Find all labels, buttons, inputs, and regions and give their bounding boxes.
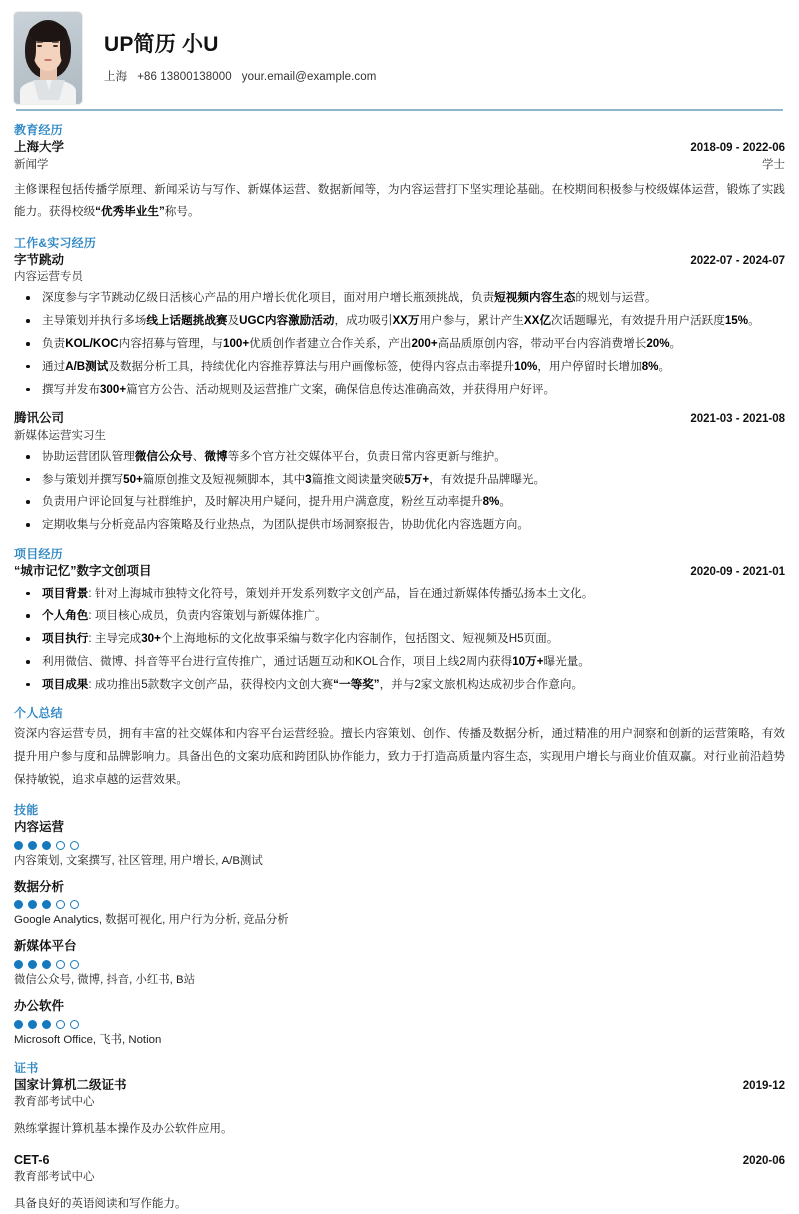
section-summary [14, 706, 785, 791]
work-entry-list [14, 252, 785, 535]
section-title-work: 工作&实习经历 [14, 235, 97, 250]
certificate-date: 2019-12 [742, 1079, 785, 1092]
bullet-item: 项目执行: 主导完成30+个上海地标的文化故事采编与数字化内容制作，包括图文、短视频及H5页面。 [14, 630, 785, 649]
section-title-certificates: 证书 [14, 1060, 39, 1075]
skill-dot-empty [56, 1020, 65, 1029]
bullet-item: 项目背景: 针对上海城市独特文化符号，策划并开发系列数字文创产品，旨在通过新媒体传播弘扬本土文化。 [14, 585, 785, 604]
certificate-list [14, 1077, 785, 1214]
entry-role: 新媒体运营实习生 [14, 429, 106, 442]
project-entry-list [14, 563, 785, 694]
education-date: 2018-09 - 2022-06 [690, 142, 785, 154]
experience-entry [14, 410, 785, 535]
bullet-item: 协助运营团队管理微信公众号、微博等多个官方社交媒体平台，负责日常内容更新与维护。 [14, 448, 785, 467]
certificate-issuer: 教育部考试中心 [14, 1096, 95, 1109]
skill-name: 新媒体平台 [14, 939, 77, 954]
header-text-block [82, 12, 376, 84]
skill-dot-empty [70, 900, 79, 909]
entry-date: 2022-07 - 2024-07 [690, 254, 785, 267]
certificate-name: CET-6 [14, 1152, 50, 1167]
skill-dot-empty [56, 900, 65, 909]
skill-description: Microsoft Office, 飞书, Notion [14, 1033, 162, 1046]
education-school: 上海大学 [14, 140, 65, 154]
skill-dot-filled [14, 841, 23, 850]
skill-level-dots [14, 1020, 785, 1029]
summary-text: 资深内容运营专员，拥有丰富的社交媒体和内容平台运营经验。擅长内容策划、创作、传播及数据分析，通过精准的用户洞察和创新的运营策略，有效提升用户参与度和品牌影响力。具备出色的文案功底和跨团队协作能力，致力于打造高质量内容生态，实现用户增长与商业价值双赢。对行业前沿趋势保持敏锐，追求卓越的运营效果。 [14, 727, 785, 786]
skill-description: Google Analytics, 数据可视化, 用户行为分析, 竞品分析 [14, 914, 289, 927]
experience-entry [14, 252, 785, 400]
education-description: 主修课程包括传播学原理、新闻采访与写作、新媒体运营、数据新闻等，为内容运营打下坚实理论基础。在校期间积极参与校级媒体运营，锻炼了实践能力。获得校级“优秀毕业生”称号。 [14, 182, 785, 219]
bullet-item: 负责KOL/KOC内容招募与管理，与100+优质创作者建立合作关系，产出200+高品质原创内容，带动平台内容消费增长20%。 [14, 335, 785, 354]
bullet-item: 通过A/B测试及数据分析工具，持续优化内容推荐算法与用户画像标签，使得内容点击率提升10%，用户停留时长增加8%。 [14, 358, 785, 377]
skill-dot-empty [70, 1020, 79, 1029]
entry-date: 2021-03 - 2021-08 [690, 413, 785, 426]
bullet-item: 个人角色: 项目核心成员，负责内容策划与新媒体推广。 [14, 607, 785, 626]
bullet-item: 深度参与字节跳动亿级日活核心产品的用户增长优化项目，面对用户增长瓶颈挑战，负责短视频内容生态的规划与运营。 [14, 289, 785, 308]
skill-dot-filled [28, 1020, 37, 1029]
education-major: 新闻学 [14, 158, 49, 171]
certificate-item [14, 1077, 785, 1139]
section-title-skills: 技能 [14, 803, 39, 818]
section-title-education: 教育经历 [14, 123, 63, 137]
section-title-projects: 项目经历 [14, 547, 63, 562]
bullet-item: 负责用户评论回复与社群维护，及时解决用户疑问，提升用户满意度，粉丝互动率提升8%。 [14, 493, 785, 512]
section-projects [14, 547, 785, 694]
certificate-name: 国家计算机二级证书 [14, 1077, 127, 1092]
candidate-name: UP简历 小U [104, 33, 219, 56]
bullet-item: 撰写并发布300+篇官方公告、活动规则及运营推广文案，确保信息传达准确高效，并获得用户好评。 [14, 381, 785, 400]
skill-dot-filled [42, 1020, 51, 1029]
header-divider [16, 109, 783, 111]
skill-item [14, 998, 785, 1049]
skill-level-dots [14, 841, 785, 850]
skill-dot-filled [14, 960, 23, 969]
education-entry [14, 139, 785, 224]
contact-phone: +86 13800138000 [137, 71, 232, 84]
section-work [14, 236, 785, 535]
bullet-list [14, 585, 785, 695]
bullet-item: 项目成果: 成功推出5款数字文创产品，获得校内文创大赛“一等奖”，并与2家文旅机构达成初步合作意向。 [14, 676, 785, 695]
bullet-list [14, 448, 785, 535]
contact-email[interactable]: your.email@example.com [241, 71, 377, 84]
entry-date: 2020-09 - 2021-01 [690, 566, 785, 579]
bullet-item: 主导策划并执行多场线上话题挑战赛及UGC内容激励活动，成功吸引XX万用户参与，累计产生XX亿次话题曝光，有效提升用户活跃度15%。 [14, 312, 785, 331]
skill-list [14, 819, 785, 1048]
resume-header [14, 0, 785, 103]
certificate-item [14, 1152, 785, 1214]
bullet-item: 利用微信、微博、抖音等平台进行宣传推广，通过话题互动和KOL合作，项目上线2周内获得10万+曝光量。 [14, 653, 785, 672]
profile-photo [14, 12, 82, 104]
entry-org: “城市记忆”数字文创项目 [14, 564, 152, 579]
skill-dot-filled [28, 900, 37, 909]
entry-org: 字节跳动 [14, 252, 65, 267]
entry-org: 腾讯公司 [14, 411, 65, 426]
skill-dot-empty [70, 841, 79, 850]
skill-dot-filled [14, 900, 23, 909]
education-degree: 学士 [762, 158, 785, 171]
skill-item [14, 938, 785, 989]
skill-description: 微信公众号, 微博, 抖音, 小红书, B站 [14, 973, 195, 986]
experience-entry [14, 563, 785, 694]
certificate-issuer: 教育部考试中心 [14, 1171, 95, 1184]
skill-name: 内容运营 [14, 820, 65, 835]
skill-item [14, 819, 785, 870]
bullet-list [14, 289, 785, 399]
section-certificates [14, 1061, 785, 1214]
certificate-description: 具备良好的英语阅读和写作能力。 [14, 1198, 187, 1211]
skill-dot-filled [28, 841, 37, 850]
skill-dot-filled [28, 960, 37, 969]
skill-dot-filled [42, 960, 51, 969]
bullet-item: 定期收集与分析竞品内容策略及行业热点，为团队提供市场洞察报告，协助优化内容选题方向。 [14, 516, 785, 535]
skill-description: 内容策划, 文案撰写, 社区管理, 用户增长, A/B测试 [14, 854, 263, 867]
section-education [14, 123, 785, 224]
contact-line [104, 68, 376, 84]
skill-name: 办公软件 [14, 999, 65, 1014]
skill-dot-empty [56, 841, 65, 850]
section-skills [14, 803, 785, 1048]
skill-dot-filled [14, 1020, 23, 1029]
skill-dot-empty [70, 960, 79, 969]
entry-role: 内容运营专员 [14, 271, 83, 284]
skill-dot-filled [42, 841, 51, 850]
section-title-summary: 个人总结 [14, 706, 63, 721]
skill-name: 数据分析 [14, 879, 65, 894]
skill-level-dots [14, 960, 785, 969]
skill-level-dots [14, 900, 785, 909]
skill-dot-empty [56, 960, 65, 969]
contact-location: 上海 [104, 71, 128, 84]
skill-item [14, 879, 785, 930]
bullet-item: 参与策划并撰写50+篇原创推文及短视频脚本，其中3篇推文阅读量突破5万+，有效提升品牌曝光。 [14, 471, 785, 490]
certificate-description: 熟练掌握计算机基本操作及办公软件应用。 [14, 1123, 233, 1136]
skill-dot-filled [42, 900, 51, 909]
certificate-date: 2020-06 [742, 1154, 785, 1167]
